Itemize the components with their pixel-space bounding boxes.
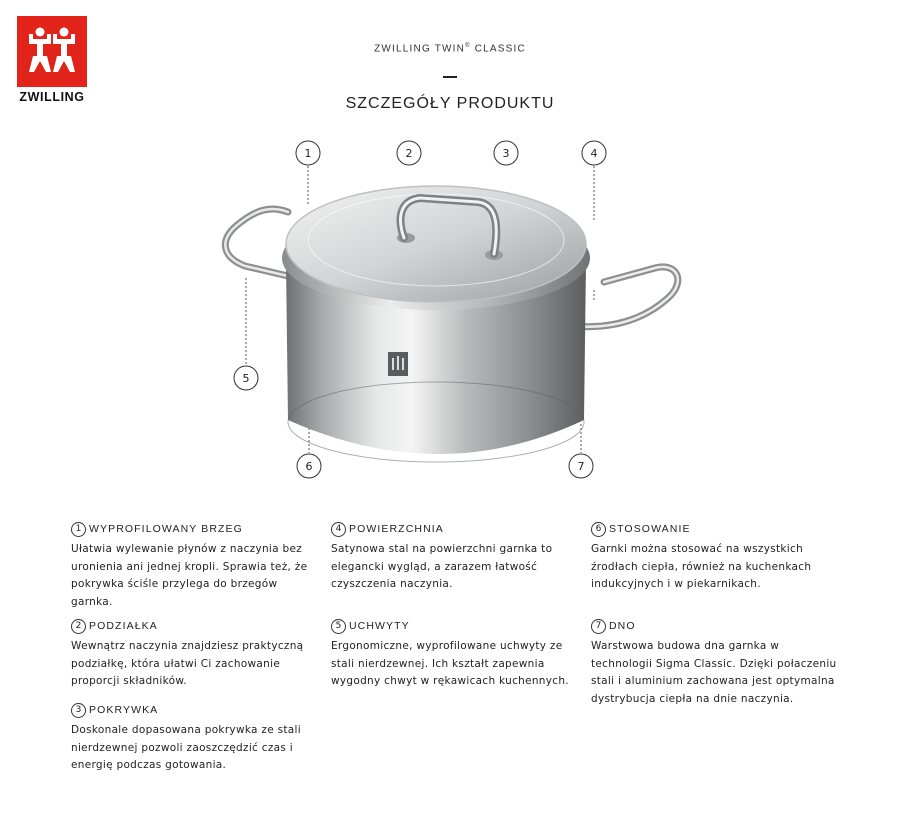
feature-number: 4 [331, 522, 346, 537]
feature-number: 5 [331, 619, 346, 634]
feature-text: Warstwowa budowa dna garnka w technologii Sigma Classic. Dzięki połaczeniu stali i aluminium zachowana jest optymalna dystrybucja ciepła na dnie naczynia. [591, 640, 837, 705]
callout-1: 1 [304, 147, 312, 160]
feature-number: 3 [71, 703, 86, 718]
callout-2: 2 [405, 147, 413, 160]
feature-title: POKRYWKA [89, 704, 159, 716]
feature-title: PODZIAŁKA [89, 620, 158, 632]
feature-title: POWIERZCHNIA [349, 523, 444, 535]
feature-title: STOSOWANIE [609, 523, 691, 535]
feature-text: Wewnątrz naczynia znajdziesz praktyczną podziałkę, która ułatwi Ci zachowanie proporcji składników. [71, 640, 304, 687]
feature-base [591, 618, 841, 708]
feature-number: 6 [591, 522, 606, 537]
feature-lid [71, 702, 321, 775]
feature-surface [331, 521, 581, 594]
feature-text: Ergonomiczne, wyprofilowane uchwyty ze stali nierdzewnej. Ich kształt zapewnia wygodny chwyt w rękawicach kuchennych. [331, 640, 569, 687]
feature-text: Doskonale dopasowana pokrywka ze stali nierdzewnej pozwoli zaoszczędzić czas i energię podczas gotowania. [71, 724, 301, 771]
feature-scale [71, 618, 321, 691]
callout-4: 4 [590, 147, 598, 160]
feature-text: Satynowa stal na powierzchni garnka to elegancki wygląd, a zarazem łatwość czyszczenia naczynia. [331, 543, 553, 590]
feature-number: 7 [591, 619, 606, 634]
page-title: SZCZEGÓŁY PRODUKTU [345, 95, 555, 112]
feature-title: DNO [609, 620, 636, 632]
feature-number: 1 [71, 522, 86, 537]
callout-5: 5 [242, 372, 250, 385]
feature-title: UCHWYTY [349, 620, 410, 632]
brand-line: ZWILLING TWIN® CLASSIC [374, 43, 526, 55]
callout-3: 3 [502, 147, 510, 160]
callout-6: 6 [305, 460, 313, 473]
feature-text: Garnki można stosować na wszystkich źrodłach ciepła, również na kuchenkach indukcyjnych i w piekarnikach. [591, 543, 812, 590]
pot-illustration [0, 130, 900, 490]
callout-7: 7 [577, 460, 585, 473]
feature-rim [71, 521, 321, 611]
feature-title: WYPROFILOWANY BRZEG [89, 523, 243, 535]
logo-wordmark: ZWILLING [19, 90, 85, 104]
title-divider [443, 76, 457, 78]
feature-text: Ułatwia wylewanie płynów z naczynia bez uronienia ani jednej kropli. Sprawia też, że pokrywka ściśle przylega do brzegów garnka. [71, 543, 308, 608]
feature-number: 2 [71, 619, 86, 634]
zwilling-logo[interactable] [17, 16, 87, 104]
feature-handles [331, 618, 581, 691]
feature-usage [591, 521, 841, 594]
